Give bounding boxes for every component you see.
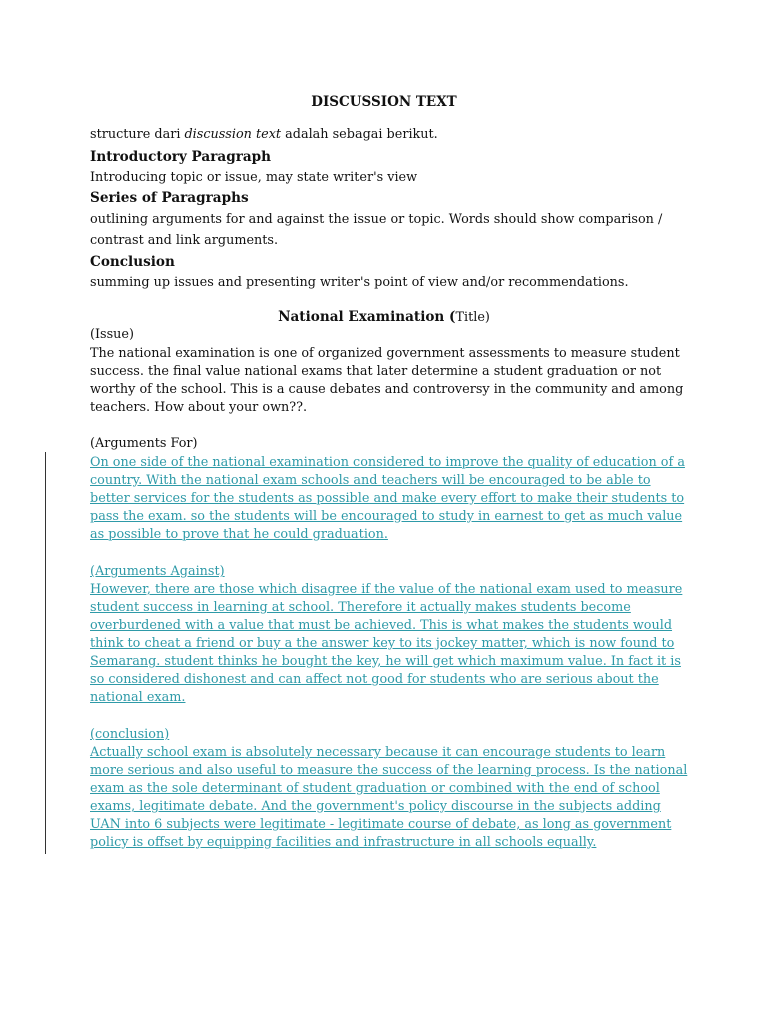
issue-line: teachers. How about your own??.	[90, 400, 308, 415]
issue-paragraph	[90, 345, 690, 417]
document-title: DISCUSSION TEXT	[311, 94, 457, 110]
issue-line: success. the final value national exams that later determine a student graduation or not	[90, 364, 662, 379]
arguments-against-section	[90, 563, 690, 707]
intro-heading: Introductory Paragraph	[90, 149, 272, 165]
arguments-for-line: as possible to prove that he could graduation.	[90, 527, 388, 542]
arguments-for-line: pass the exam. so the students will be encouraged to study in earnest to get as much value	[90, 509, 683, 524]
issue-label: (Issue)	[90, 327, 134, 342]
conclusion-line: UAN into 6 subjects were legitimate - legitimate course of debate, as long as government	[90, 817, 672, 832]
arguments-against-line: think to cheat a friend or buy a the answer key to its jockey matter, which is now found to	[90, 636, 675, 651]
issue-line: The national examination is one of organized government assessments to measure student	[90, 346, 680, 361]
conclusion-section	[90, 726, 690, 852]
example-title-tag: Title)	[455, 310, 490, 325]
arguments-for-line: country. With the national exam schools and teachers will be encouraged to be able to	[90, 473, 651, 488]
arguments-against-line: overburdened with a value that must be achieved. This is what makes the students would	[90, 618, 673, 633]
example-title	[0, 309, 768, 325]
conclusion-description: summing up issues and presenting writer's point of view and/or recommendations.	[90, 275, 629, 290]
arguments-against-line: so considered dishonest and can affect not good for students who are serious about the	[90, 672, 659, 687]
series-heading: Series of Paragraphs	[90, 190, 249, 206]
arguments-against-label: (Arguments Against)	[90, 564, 225, 579]
revision-change-bar	[45, 452, 46, 854]
conclusion-line: exam as the sole determinant of student graduation or combined with the end of school	[90, 781, 660, 796]
intro-line-italic: discussion text	[184, 127, 282, 142]
arguments-for-line: On one side of the national examination considered to improve the quality of education of a	[90, 455, 685, 470]
intro-line	[90, 127, 690, 142]
intro-line-before: structure dari	[90, 127, 185, 142]
arguments-for-line: better services for the students as possible and make every effort to make their students to	[90, 491, 685, 506]
issue-line: worthy of the school. This is a cause debates and controversy in the community and among	[90, 382, 684, 397]
intro-description: Introducing topic or issue, may state writer's view	[90, 170, 418, 185]
example-title-main: National Examination (	[278, 309, 456, 325]
arguments-against-line: national exam.	[90, 690, 186, 705]
series-description-line-1: outlining arguments for and against the issue or topic. Words should show comparison /	[90, 212, 663, 227]
series-description-line-2: contrast and link arguments.	[90, 233, 279, 248]
conclusion-line: Actually school exam is absolutely necessary because it can encourage students to learn	[90, 745, 666, 760]
arguments-against-line: However, there are those which disagree if the value of the national exam used to measure	[90, 582, 683, 597]
conclusion-label: (conclusion)	[90, 727, 170, 742]
arguments-against-line: student success in learning at school. Therefore it actually makes students become	[90, 600, 631, 615]
conclusion-line: more serious and also useful to measure the success of the learning process. Is the national	[90, 763, 688, 778]
intro-line-after: adalah sebagai berikut.	[281, 127, 438, 142]
conclusion-line: policy is offset by equipping facilities and infrastructure in all schools equally.	[90, 835, 597, 850]
arguments-for-paragraph	[90, 454, 690, 544]
arguments-for-label: (Arguments For)	[90, 436, 198, 451]
conclusion-heading: Conclusion	[90, 254, 175, 270]
conclusion-line: exams, legitimate debate. And the government's policy discourse in the subjects adding	[90, 799, 661, 814]
arguments-against-line: Semarang. student thinks he bought the key, he will get which maximum value. In fact it is	[90, 654, 681, 669]
